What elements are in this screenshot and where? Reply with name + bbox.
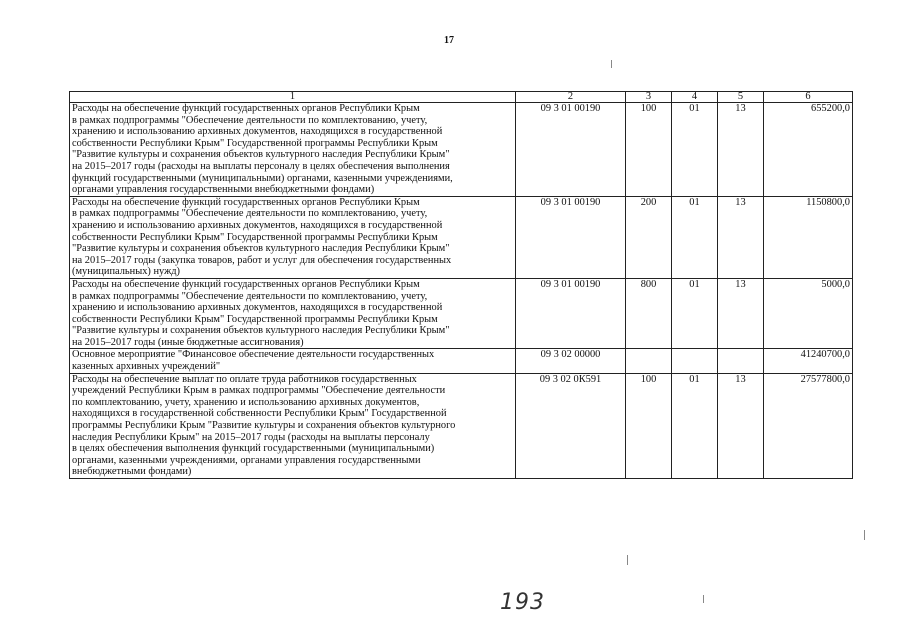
section-code [672,349,718,373]
subsection-code: 13 [718,196,764,278]
column-header: 1 [70,92,516,103]
expense-description: Расходы на обеспечение выплат по оплате труда работников государственных учреждений Республики Крым в рамках подпрограммы "Обеспечение деятельности по комплектованию, учету, хранению и использованию архивных документов, находящихся в государственной собственности Республики Крым" Государственной программы Республики Крым "Развитие культуры и сохранения объектов культурного наследия Республики Крым" на 2015–2017 годы (расходы на выплаты персоналу в целях обеспечения выполнения функций государственными (муниципальными) органами, казенными учреждениями, органами управления государственными внебюджетными фондами) [70,373,516,478]
section-code: 01 [672,103,718,197]
expense-type-code [626,349,672,373]
amount-value: 1150800,0 [764,196,853,278]
expense-description: Расходы на обеспечение функций государственных органов Республики Крым в рамках подпрограммы "Обеспечение деятельности по комплектованию, учету, хранению и использованию архивных документов, находящихся в государственной собственности Республики Крым" Государственной программы Республики Крым "Развитие культуры и сохранения объектов культурного наследия Республики Крым" на 2015–2017 годы (расходы на выплаты персоналу в целях обеспечения выполнения функций государственными (муниципальными) органами, казенными учреждениями, органами управления государственными внебюджетными фондами) [70,103,516,197]
expense-description: Основное мероприятие "Финансовое обеспечение деятельности государственных казенных архивных учреждений" [70,349,516,373]
amount-value: 41240700,0 [764,349,853,373]
table-row [70,103,853,197]
target-article-code: 09 3 01 00190 [516,278,626,349]
scan-speck [864,530,865,540]
table-row [70,196,853,278]
column-number-row [70,92,853,103]
scan-speck [703,595,704,603]
section-code: 01 [672,278,718,349]
expense-description: Расходы на обеспечение функций государственных органов Республики Крым в рамках подпрограммы "Обеспечение деятельности по комплектованию, учету, хранению и использованию архивных документов, находящихся в государственной собственности Республики Крым" Государственной программы Республики Крым "Развитие культуры и сохранения объектов культурного наследия Республики Крым" на 2015–2017 годы (закупка товаров, работ и услуг для обеспечения государственных (муниципальных) нужд) [70,196,516,278]
page-number: 17 [444,35,454,46]
expense-type-code: 200 [626,196,672,278]
table-row [70,278,853,349]
column-header: 3 [626,92,672,103]
scan-speck [627,555,628,565]
column-header: 2 [516,92,626,103]
column-header: 4 [672,92,718,103]
amount-value: 5000,0 [764,278,853,349]
column-header: 5 [718,92,764,103]
subsection-code: 13 [718,278,764,349]
subsection-code: 13 [718,373,764,478]
expense-type-code: 800 [626,278,672,349]
budget-table [69,91,853,479]
expense-type-code: 100 [626,373,672,478]
target-article-code: 09 3 01 00190 [516,103,626,197]
section-code: 01 [672,196,718,278]
target-article-code: 09 3 02 0К591 [516,373,626,478]
subsection-code [718,349,764,373]
table-row [70,373,853,478]
scan-speck [611,60,612,68]
amount-value: 27577800,0 [764,373,853,478]
handwritten-page-mark: 193 [500,590,545,615]
section-code: 01 [672,373,718,478]
amount-value: 655200,0 [764,103,853,197]
expense-description: Расходы на обеспечение функций государственных органов Республики Крым в рамках подпрограммы "Обеспечение деятельности по комплектованию, учету, хранению и использованию архивных документов, находящихся в государственной собственности Республики Крым" Государственной программы Республики Крым "Развитие культуры и сохранения объектов культурного наследия Республики Крым" на 2015–2017 годы (иные бюджетные ассигнования) [70,278,516,349]
expense-type-code: 100 [626,103,672,197]
table-row [70,349,853,373]
subsection-code: 13 [718,103,764,197]
target-article-code: 09 3 02 00000 [516,349,626,373]
column-header: 6 [764,92,853,103]
target-article-code: 09 3 01 00190 [516,196,626,278]
